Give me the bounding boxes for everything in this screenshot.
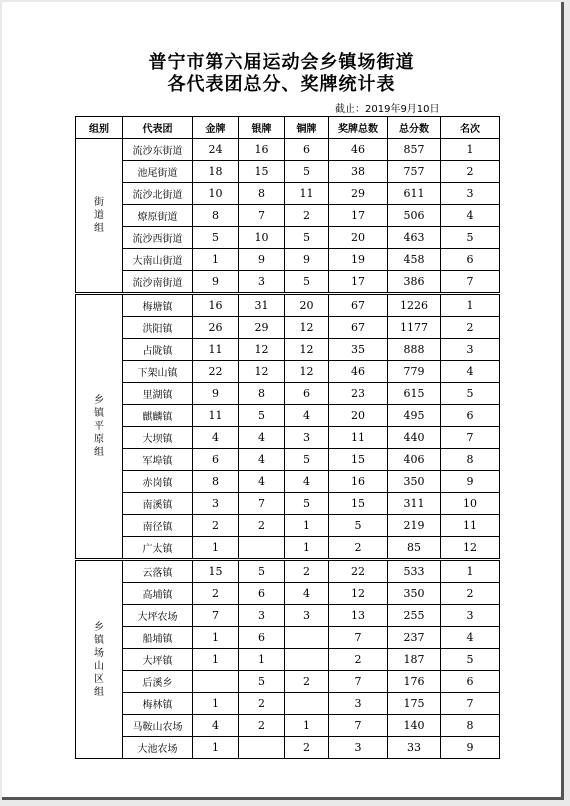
silver-cell: 7 <box>239 493 285 515</box>
rank-cell: 9 <box>441 471 500 493</box>
date-note: 截止：2019年9月10日 <box>335 104 440 115</box>
team-cell: 里湖镇 <box>123 383 193 405</box>
bronze-cell: 1 <box>285 537 329 560</box>
table-row <box>76 205 500 227</box>
medal-total-cell: 5 <box>329 515 388 537</box>
silver-cell: 4 <box>239 449 285 471</box>
score-cell: 140 <box>388 715 441 737</box>
gold-cell: 7 <box>193 605 239 627</box>
bronze-cell: 5 <box>285 493 329 515</box>
rank-cell: 4 <box>441 627 500 649</box>
rank-cell: 4 <box>441 361 500 383</box>
gold-cell: 9 <box>193 383 239 405</box>
medal-total-cell: 20 <box>329 405 388 427</box>
medal-total-cell: 17 <box>329 271 388 294</box>
score-cell: 779 <box>388 361 441 383</box>
score-cell: 440 <box>388 427 441 449</box>
table-row <box>76 183 500 205</box>
group-name-cell <box>76 139 123 294</box>
rank-cell: 7 <box>441 271 500 294</box>
group-name: 乡镇场山区组 <box>94 621 104 698</box>
bronze-cell: 9 <box>285 249 329 271</box>
rank-cell: 3 <box>441 339 500 361</box>
rank-cell: 5 <box>441 227 500 249</box>
team-cell: 流沙北街道 <box>123 183 193 205</box>
group-name: 街道组 <box>94 197 104 234</box>
score-cell: 219 <box>388 515 441 537</box>
bronze-cell: 2 <box>285 205 329 227</box>
medal-total-cell: 67 <box>329 317 388 339</box>
medal-total-cell: 11 <box>329 427 388 449</box>
table-row <box>76 449 500 471</box>
gold-cell: 1 <box>193 737 239 759</box>
gold-cell: 1 <box>193 537 239 560</box>
silver-cell: 2 <box>239 515 285 537</box>
table-row <box>76 737 500 759</box>
rank-cell: 5 <box>441 383 500 405</box>
table-row <box>76 671 500 693</box>
silver-cell: 6 <box>239 583 285 605</box>
bronze-cell: 5 <box>285 227 329 249</box>
gold-cell: 5 <box>193 227 239 249</box>
header-row <box>76 117 500 139</box>
team-cell: 大坪镇 <box>123 649 193 671</box>
rank-cell: 4 <box>441 205 500 227</box>
bronze-cell: 5 <box>285 271 329 294</box>
gold-cell: 6 <box>193 449 239 471</box>
bronze-cell: 20 <box>285 294 329 317</box>
gold-cell: 15 <box>193 560 239 583</box>
score-cell: 311 <box>388 493 441 515</box>
gold-cell: 4 <box>193 715 239 737</box>
table-row <box>76 560 500 583</box>
medal-total-cell: 35 <box>329 339 388 361</box>
bronze-cell: 2 <box>285 737 329 759</box>
table-row <box>76 605 500 627</box>
table-row <box>76 515 500 537</box>
silver-cell: 2 <box>239 715 285 737</box>
score-cell: 237 <box>388 627 441 649</box>
rank-cell: 12 <box>441 537 500 560</box>
rank-cell: 7 <box>441 693 500 715</box>
silver-cell: 12 <box>239 339 285 361</box>
score-cell: 1177 <box>388 317 441 339</box>
score-cell: 506 <box>388 205 441 227</box>
team-cell: 流沙南街道 <box>123 271 193 294</box>
rank-cell: 10 <box>441 493 500 515</box>
team-cell: 流沙西街道 <box>123 227 193 249</box>
medal-total-cell: 7 <box>329 671 388 693</box>
score-cell: 386 <box>388 271 441 294</box>
score-cell: 350 <box>388 471 441 493</box>
silver-cell: 10 <box>239 227 285 249</box>
gold-cell: 2 <box>193 515 239 537</box>
bronze-cell: 12 <box>285 339 329 361</box>
team-cell: 南径镇 <box>123 515 193 537</box>
medal-total-cell: 23 <box>329 383 388 405</box>
table-row <box>76 649 500 671</box>
rank-cell: 5 <box>441 649 500 671</box>
medal-total-cell: 3 <box>329 737 388 759</box>
team-cell: 大坝镇 <box>123 427 193 449</box>
gold-cell: 10 <box>193 183 239 205</box>
table-row <box>76 493 500 515</box>
bronze-cell: 3 <box>285 427 329 449</box>
rank-cell: 2 <box>441 161 500 183</box>
team-cell: 梅塘镇 <box>123 294 193 317</box>
team-cell: 大坪农场 <box>123 605 193 627</box>
team-cell: 高埔镇 <box>123 583 193 605</box>
table-row <box>76 405 500 427</box>
score-cell: 533 <box>388 560 441 583</box>
medal-total-cell: 3 <box>329 693 388 715</box>
medal-total-cell: 2 <box>329 537 388 560</box>
gold-cell: 18 <box>193 161 239 183</box>
bronze-cell: 5 <box>285 161 329 183</box>
table-row <box>76 249 500 271</box>
rank-cell: 3 <box>441 605 500 627</box>
rank-cell: 2 <box>441 317 500 339</box>
silver-cell: 12 <box>239 361 285 383</box>
score-cell: 255 <box>388 605 441 627</box>
silver-cell: 1 <box>239 649 285 671</box>
table-row <box>76 317 500 339</box>
bronze-cell <box>285 693 329 715</box>
bronze-cell: 4 <box>285 583 329 605</box>
silver-cell: 4 <box>239 427 285 449</box>
silver-cell: 16 <box>239 139 285 161</box>
silver-cell: 6 <box>239 627 285 649</box>
silver-cell <box>239 737 285 759</box>
table-row <box>76 693 500 715</box>
silver-cell: 8 <box>239 383 285 405</box>
table-row <box>76 715 500 737</box>
silver-cell: 3 <box>239 271 285 294</box>
silver-cell: 5 <box>239 405 285 427</box>
score-cell: 615 <box>388 383 441 405</box>
table-row <box>76 361 500 383</box>
medal-total-cell: 20 <box>329 227 388 249</box>
medal-total-cell: 7 <box>329 715 388 737</box>
silver-cell: 3 <box>239 605 285 627</box>
bronze-cell: 6 <box>285 139 329 161</box>
silver-cell: 31 <box>239 294 285 317</box>
gold-cell: 4 <box>193 427 239 449</box>
team-cell: 云落镇 <box>123 560 193 583</box>
gold-cell: 16 <box>193 294 239 317</box>
score-cell: 857 <box>388 139 441 161</box>
gold-cell: 24 <box>193 139 239 161</box>
table-row <box>76 294 500 317</box>
table-row <box>76 627 500 649</box>
team-cell: 大南山街道 <box>123 249 193 271</box>
header-rank: 名次 <box>441 117 500 139</box>
rank-cell: 11 <box>441 515 500 537</box>
medal-total-cell: 29 <box>329 183 388 205</box>
gold-cell: 26 <box>193 317 239 339</box>
silver-cell <box>239 537 285 560</box>
gold-cell: 3 <box>193 493 239 515</box>
rank-cell: 6 <box>441 405 500 427</box>
score-cell: 175 <box>388 693 441 715</box>
score-cell: 463 <box>388 227 441 249</box>
team-cell: 梅林镇 <box>123 693 193 715</box>
medal-total-cell: 7 <box>329 627 388 649</box>
gold-cell: 1 <box>193 627 239 649</box>
score-cell: 458 <box>388 249 441 271</box>
bronze-cell: 2 <box>285 560 329 583</box>
header-silver: 银牌 <box>239 117 285 139</box>
rank-cell: 1 <box>441 139 500 161</box>
group-name: 乡镇平原组 <box>94 395 104 458</box>
silver-cell: 29 <box>239 317 285 339</box>
rank-cell: 1 <box>441 294 500 317</box>
silver-cell: 4 <box>239 471 285 493</box>
team-cell: 赤岗镇 <box>123 471 193 493</box>
gold-cell: 11 <box>193 339 239 361</box>
bronze-cell <box>285 649 329 671</box>
medal-total-cell: 38 <box>329 161 388 183</box>
bronze-cell: 12 <box>285 317 329 339</box>
team-cell: 南溪镇 <box>123 493 193 515</box>
bronze-cell: 4 <box>285 471 329 493</box>
gold-cell: 8 <box>193 205 239 227</box>
score-cell: 350 <box>388 583 441 605</box>
score-cell: 757 <box>388 161 441 183</box>
bronze-cell: 1 <box>285 715 329 737</box>
score-cell: 85 <box>388 537 441 560</box>
rank-cell: 6 <box>441 249 500 271</box>
silver-cell: 7 <box>239 205 285 227</box>
table-row <box>76 339 500 361</box>
table-row <box>76 139 500 161</box>
bronze-cell: 4 <box>285 405 329 427</box>
gold-cell: 9 <box>193 271 239 294</box>
rank-cell: 8 <box>441 449 500 471</box>
title-line-1: 普宁市第六届运动会乡镇场街道 <box>148 52 415 73</box>
medal-total-cell: 15 <box>329 449 388 471</box>
group-name-cell <box>76 294 123 560</box>
team-cell: 下架山镇 <box>123 361 193 383</box>
silver-cell: 15 <box>239 161 285 183</box>
medal-total-cell: 46 <box>329 139 388 161</box>
bronze-cell: 3 <box>285 605 329 627</box>
team-cell: 洪阳镇 <box>123 317 193 339</box>
score-cell: 495 <box>388 405 441 427</box>
score-cell: 611 <box>388 183 441 205</box>
bronze-cell: 5 <box>285 449 329 471</box>
team-cell: 麒麟镇 <box>123 405 193 427</box>
silver-cell: 2 <box>239 693 285 715</box>
table-row <box>76 537 500 560</box>
table-row <box>76 427 500 449</box>
header-gold: 金牌 <box>193 117 239 139</box>
team-cell: 流沙东街道 <box>123 139 193 161</box>
rank-cell: 1 <box>441 560 500 583</box>
bronze-cell <box>285 627 329 649</box>
team-cell: 船埔镇 <box>123 627 193 649</box>
medal-total-cell: 17 <box>329 205 388 227</box>
rank-cell: 3 <box>441 183 500 205</box>
team-cell: 燎原街道 <box>123 205 193 227</box>
bronze-cell: 11 <box>285 183 329 205</box>
medal-total-cell: 15 <box>329 493 388 515</box>
medal-total-cell: 22 <box>329 560 388 583</box>
bronze-cell: 2 <box>285 671 329 693</box>
medal-total-cell: 19 <box>329 249 388 271</box>
team-cell: 马鞍山农场 <box>123 715 193 737</box>
score-cell: 176 <box>388 671 441 693</box>
gold-cell: 1 <box>193 249 239 271</box>
table-body <box>76 139 500 759</box>
medal-table <box>75 116 500 759</box>
team-cell: 池尾街道 <box>123 161 193 183</box>
rank-cell: 7 <box>441 427 500 449</box>
silver-cell: 9 <box>239 249 285 271</box>
title-line-2: 各代表团总分、奖牌统计表 <box>167 74 396 95</box>
score-cell: 1226 <box>388 294 441 317</box>
rank-cell: 6 <box>441 671 500 693</box>
team-cell: 后溪乡 <box>123 671 193 693</box>
rank-cell: 8 <box>441 715 500 737</box>
bronze-cell: 6 <box>285 383 329 405</box>
silver-cell: 8 <box>239 183 285 205</box>
table-row <box>76 583 500 605</box>
medal-total-cell: 67 <box>329 294 388 317</box>
medal-total-cell: 13 <box>329 605 388 627</box>
medal-total-cell: 16 <box>329 471 388 493</box>
gold-cell <box>193 671 239 693</box>
header-bronze: 铜牌 <box>285 117 329 139</box>
rank-cell: 9 <box>441 737 500 759</box>
bronze-cell: 1 <box>285 515 329 537</box>
score-cell: 187 <box>388 649 441 671</box>
gold-cell: 1 <box>193 693 239 715</box>
header-group: 组别 <box>76 117 123 139</box>
team-cell: 军埠镇 <box>123 449 193 471</box>
gold-cell: 2 <box>193 583 239 605</box>
gold-cell: 1 <box>193 649 239 671</box>
table-row <box>76 271 500 294</box>
silver-cell: 5 <box>239 560 285 583</box>
header-team: 代表团 <box>123 117 193 139</box>
team-cell: 广太镇 <box>123 537 193 560</box>
bronze-cell: 12 <box>285 361 329 383</box>
table-row <box>76 471 500 493</box>
team-cell: 占陇镇 <box>123 339 193 361</box>
table-row <box>76 161 500 183</box>
table-row <box>76 227 500 249</box>
group-name-cell <box>76 560 123 759</box>
silver-cell: 5 <box>239 671 285 693</box>
score-cell: 888 <box>388 339 441 361</box>
score-cell: 406 <box>388 449 441 471</box>
medal-total-cell: 2 <box>329 649 388 671</box>
medal-total-cell: 12 <box>329 583 388 605</box>
gold-cell: 8 <box>193 471 239 493</box>
header-score: 总分数 <box>388 117 441 139</box>
page <box>2 2 564 800</box>
medal-total-cell: 46 <box>329 361 388 383</box>
rank-cell: 2 <box>441 583 500 605</box>
gold-cell: 11 <box>193 405 239 427</box>
gold-cell: 22 <box>193 361 239 383</box>
score-cell: 33 <box>388 737 441 759</box>
header-medal-total: 奖牌总数 <box>329 117 388 139</box>
team-cell: 大池农场 <box>123 737 193 759</box>
table-row <box>76 383 500 405</box>
